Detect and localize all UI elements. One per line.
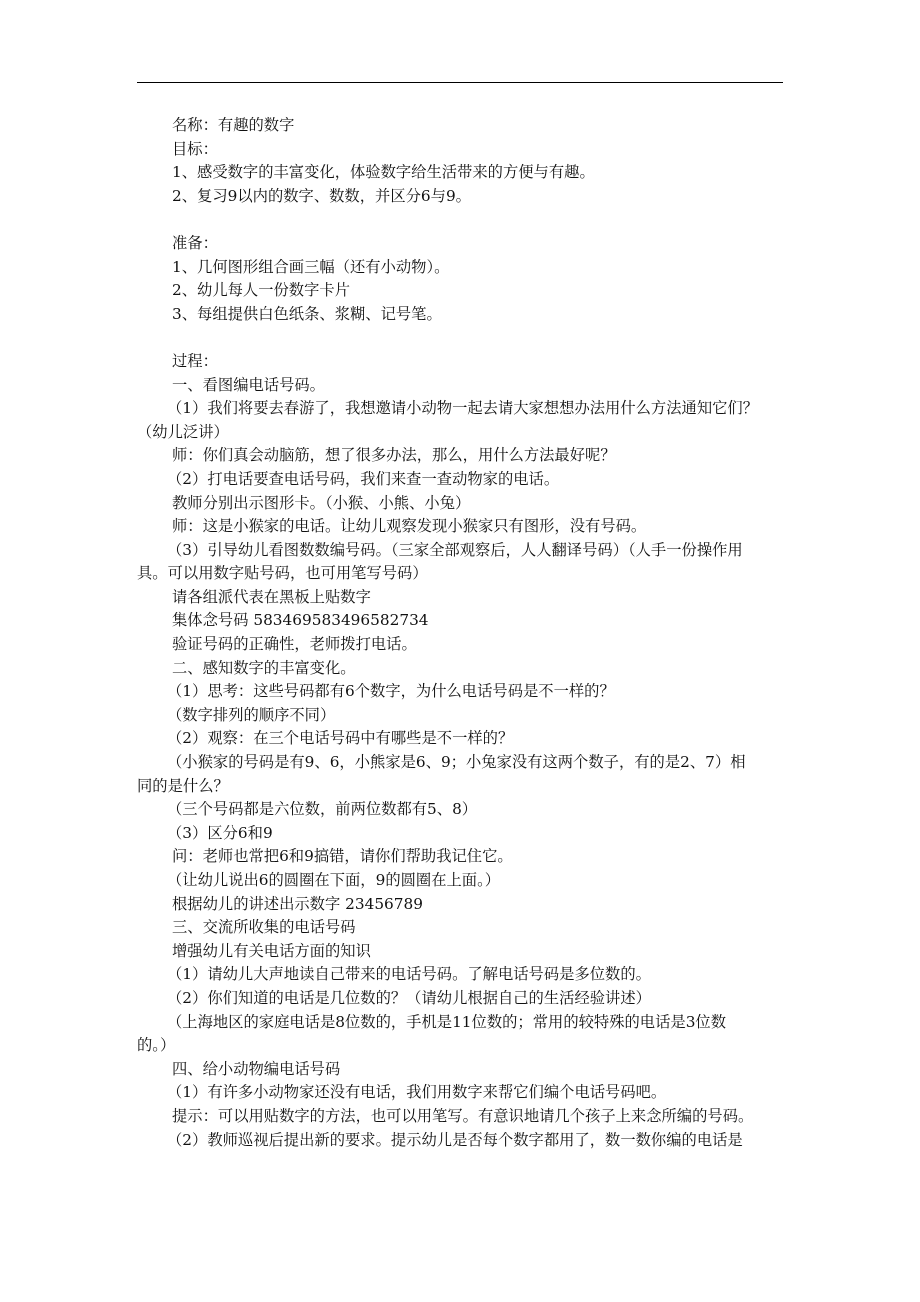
document-line: 集体念号码 583469583496582734 — [172, 611, 429, 630]
document-line: 3、每组提供白色纸条、浆糊、记号笔。 — [172, 304, 442, 323]
document-line: 三、交流所收集的电话号码 — [172, 918, 356, 937]
document-line: 验证号码的正确性，老师拨打电话。 — [172, 635, 417, 654]
document-line: 具。可以用数字贴号码，也可用笔写号码） — [137, 564, 428, 583]
document-line: 师：你们真会动脑筋，想了很多办法，那么，用什么方法最好呢？ — [172, 446, 616, 465]
document-line: （小猴家的号码是有9、6，小熊家是6、9；小兔家没有这两个数子，有的是2、7）相 — [167, 753, 746, 772]
document-line: 名称：有趣的数字 — [172, 116, 295, 134]
document-line: 1、感受数字的丰富变化，体验数字给生活带来的方便与有趣。 — [172, 163, 595, 182]
document-line: （2）打电话要查电话号码，我们来查一查动物家的电话。 — [167, 469, 560, 488]
document-line: 根据幼儿的讲述出示数字 23456789 — [172, 894, 423, 913]
document-line: 准备： — [172, 233, 218, 252]
document-line: （上海地区的家庭电话是8位数的，手机是11位数的；常用的较特殊的电话是3位数 — [167, 1012, 727, 1031]
document-line: 1、几何图形组合画三幅（还有小动物）。 — [172, 257, 450, 276]
document-line: （1）思考：这些号码都有6个数字，为什么电话号码是不一样的？ — [167, 682, 615, 701]
document-body — [137, 114, 793, 1152]
document-line: 提示：可以用贴数字的方法，也可以用笔写。有意识地请几个孩子上来念所编的号码。 — [172, 1106, 754, 1125]
document-line: （3）区分6和9 — [167, 823, 273, 842]
document-line: 教师分别出示图形卡。（小猴、小熊、小兔） — [172, 493, 471, 512]
document-line: 问：老师也常把6和9搞错，请你们帮助我记住它。 — [172, 847, 513, 866]
document-line: 过程： — [172, 351, 218, 370]
document-line: （2）观察：在三个电话号码中有哪些是不一样的？ — [167, 729, 514, 748]
document-line: 同的是什么？ — [137, 776, 229, 795]
document-line: 一、看图编电话号码。 — [172, 375, 325, 394]
document-line: （幼儿泛讲） — [137, 422, 229, 441]
document-line: 四、给小动物编电话号码 — [172, 1059, 341, 1078]
document-line: 目标： — [172, 139, 218, 158]
document-line: （2）你们知道的电话是几位数的？（请幼儿根据自己的生活经验讲述） — [167, 988, 651, 1007]
document-line: （数字排列的顺序不同） — [167, 705, 336, 724]
document-line: 的。） — [137, 1036, 176, 1055]
document-line: （1）有许多小动物家还没有电话，我们用数字来帮它们编个电话号码吧。 — [167, 1083, 667, 1102]
document-line: （3）引导幼儿看图数数编号码。（三家全部观察后，人人翻译号码）（人手一份操作用 — [167, 540, 743, 559]
document-line: 请各组派代表在黑板上贴数字 — [172, 587, 371, 606]
document-line: 师：这是小猴家的电话。让幼儿观察发现小猴家只有图形，没有号码。 — [172, 517, 647, 536]
header-rule — [137, 82, 783, 83]
document-line: （让幼儿说出6的圆圈在下面，9的圆圈在上面。） — [167, 871, 501, 889]
document-line: 2、幼儿每人一份数字卡片 — [172, 281, 350, 300]
document-line: 2、复习9以内的数字、数数，并区分6与9。 — [172, 186, 471, 205]
document-line: （三个号码都是六位数，前两位数都有5、8） — [167, 800, 478, 819]
blank-line — [137, 208, 793, 232]
document-line: 二、感知数字的丰富变化。 — [172, 658, 356, 677]
document-line: （1）请幼儿大声地读自己带来的电话号码。了解电话号码是多位数的。 — [167, 965, 651, 984]
document-line: （1）我们将要去春游了，我想邀请小动物一起去请大家想想办法用什么方法通知它们？ — [167, 399, 759, 418]
document-line: （2）教师巡视后提出新的要求。提示幼儿是否每个数字都用了，数一数你编的电话是 — [167, 1130, 743, 1149]
blank-line — [137, 326, 793, 350]
document-line: 增强幼儿有关电话方面的知识 — [172, 941, 371, 960]
